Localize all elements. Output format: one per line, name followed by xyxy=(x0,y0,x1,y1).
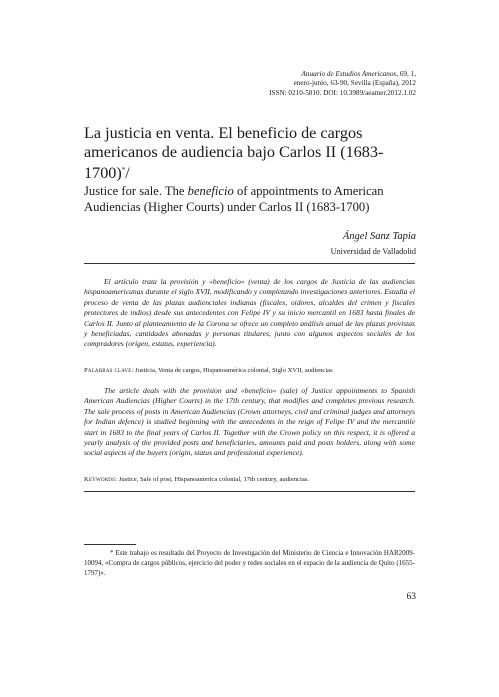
author-name: Ángel Sanz Tapia xyxy=(342,231,416,242)
subtitle-emphasis: beneficio xyxy=(187,184,234,198)
subtitle-after: of appointments to American Audiencias (Higher Courts) under Carlos II (1683-1700) xyxy=(84,184,384,214)
keywords-spanish-label: Palabras clave: xyxy=(84,367,134,374)
page-number: 63 xyxy=(406,592,416,602)
subtitle-before: Justice for sale. The xyxy=(84,184,188,198)
abstract-spanish: El artículo trata la provisión y «beneficio» (venta) de los cargos de Justicia de las audiencias hispanoamericanas durante el siglo XVII, modificando y completando investigaciones anteriores. Estudia el proceso de venta de las plazas audienciales indianas (fiscales, oidores, alcaldes del crimen y fiscales protectores de indios) desde sus antecedentes con Felipe IV y su inicio mercantil en 1683 hasta finales de Carlos II. Junto al planteamiento de la Corona se ofrece un completo análisis anual de las plazas provistas y beneficiadas, cantidades abonadas y personas titulares, junto con algunos aspectos sociales de los compradores (origen, estatus, experiencia). xyxy=(84,277,415,349)
journal-header xyxy=(156,70,416,98)
journal-issn-line: ISSN: 0210-5810. DOI: 10.3989/aeamer.2012.1.02 xyxy=(269,88,416,97)
title-footnote-mark[interactable]: * xyxy=(121,166,126,175)
separator-rule-bottom xyxy=(84,491,415,492)
article-title xyxy=(84,124,419,183)
journal-issue-line: enero-junio, 63-90, Sevilla (España), 2012 xyxy=(293,79,416,88)
footnote: * Este trabajo es resultado del Proyecto de Investigación del Ministerio de Ciencia e Innovación HAR2009-10094, «Compra de cargos públicos, ejercicio del poder y redes sociales en el espacio de la audiencia de Quito (1655-1797)». xyxy=(84,549,415,577)
journal-name: Anuario de Estudios Americanos xyxy=(301,70,397,78)
title-suffix: / xyxy=(125,164,130,183)
keywords-spanish xyxy=(84,366,415,375)
author-affiliation: Universidad de Valladolid xyxy=(330,247,416,256)
keywords-english-label: Keywords: xyxy=(84,476,118,483)
article-subtitle-english xyxy=(84,184,419,215)
separator-rule-top xyxy=(84,263,415,264)
abstract-english: The article deals with the provision and «beneficio» (sale) of Justice appointments to Spanish American Audiencias (Higher Courts) in the 17th century, that modifies and completes previous research. The sale process of posts in American Audiencias (Crown attorneys, civil and criminal judges and attorneys for Indian defence) is studied beginning with the antecedents in the reign of Felipe IV and the mercantile start in 1683 to the final years of Carlos II. Together with the Crown policy on this respect, it is offered a yearly analysis of the provided posts and beneficiaries, amounts paid and posts holders, along with some social aspects of the buyers (origin, status and professional experience). xyxy=(84,386,415,458)
journal-volume: , 69, 1, xyxy=(396,70,416,78)
keywords-english xyxy=(84,475,415,484)
keywords-english-text: Justice, Sale of post, Hispanoamerica colonial, 17th century, audiencias. xyxy=(117,476,309,483)
footnote-rule xyxy=(84,544,136,545)
keywords-spanish-text: Justicia, Venta de cargos, Hispanoamérica colonial, Siglo XVII, audiencias xyxy=(133,367,333,374)
article-title-text: La justicia en venta. El beneficio de cargos americanos de audiencia bajo Carlos II (1683-1700) xyxy=(84,124,384,183)
journal-citation xyxy=(156,70,416,79)
